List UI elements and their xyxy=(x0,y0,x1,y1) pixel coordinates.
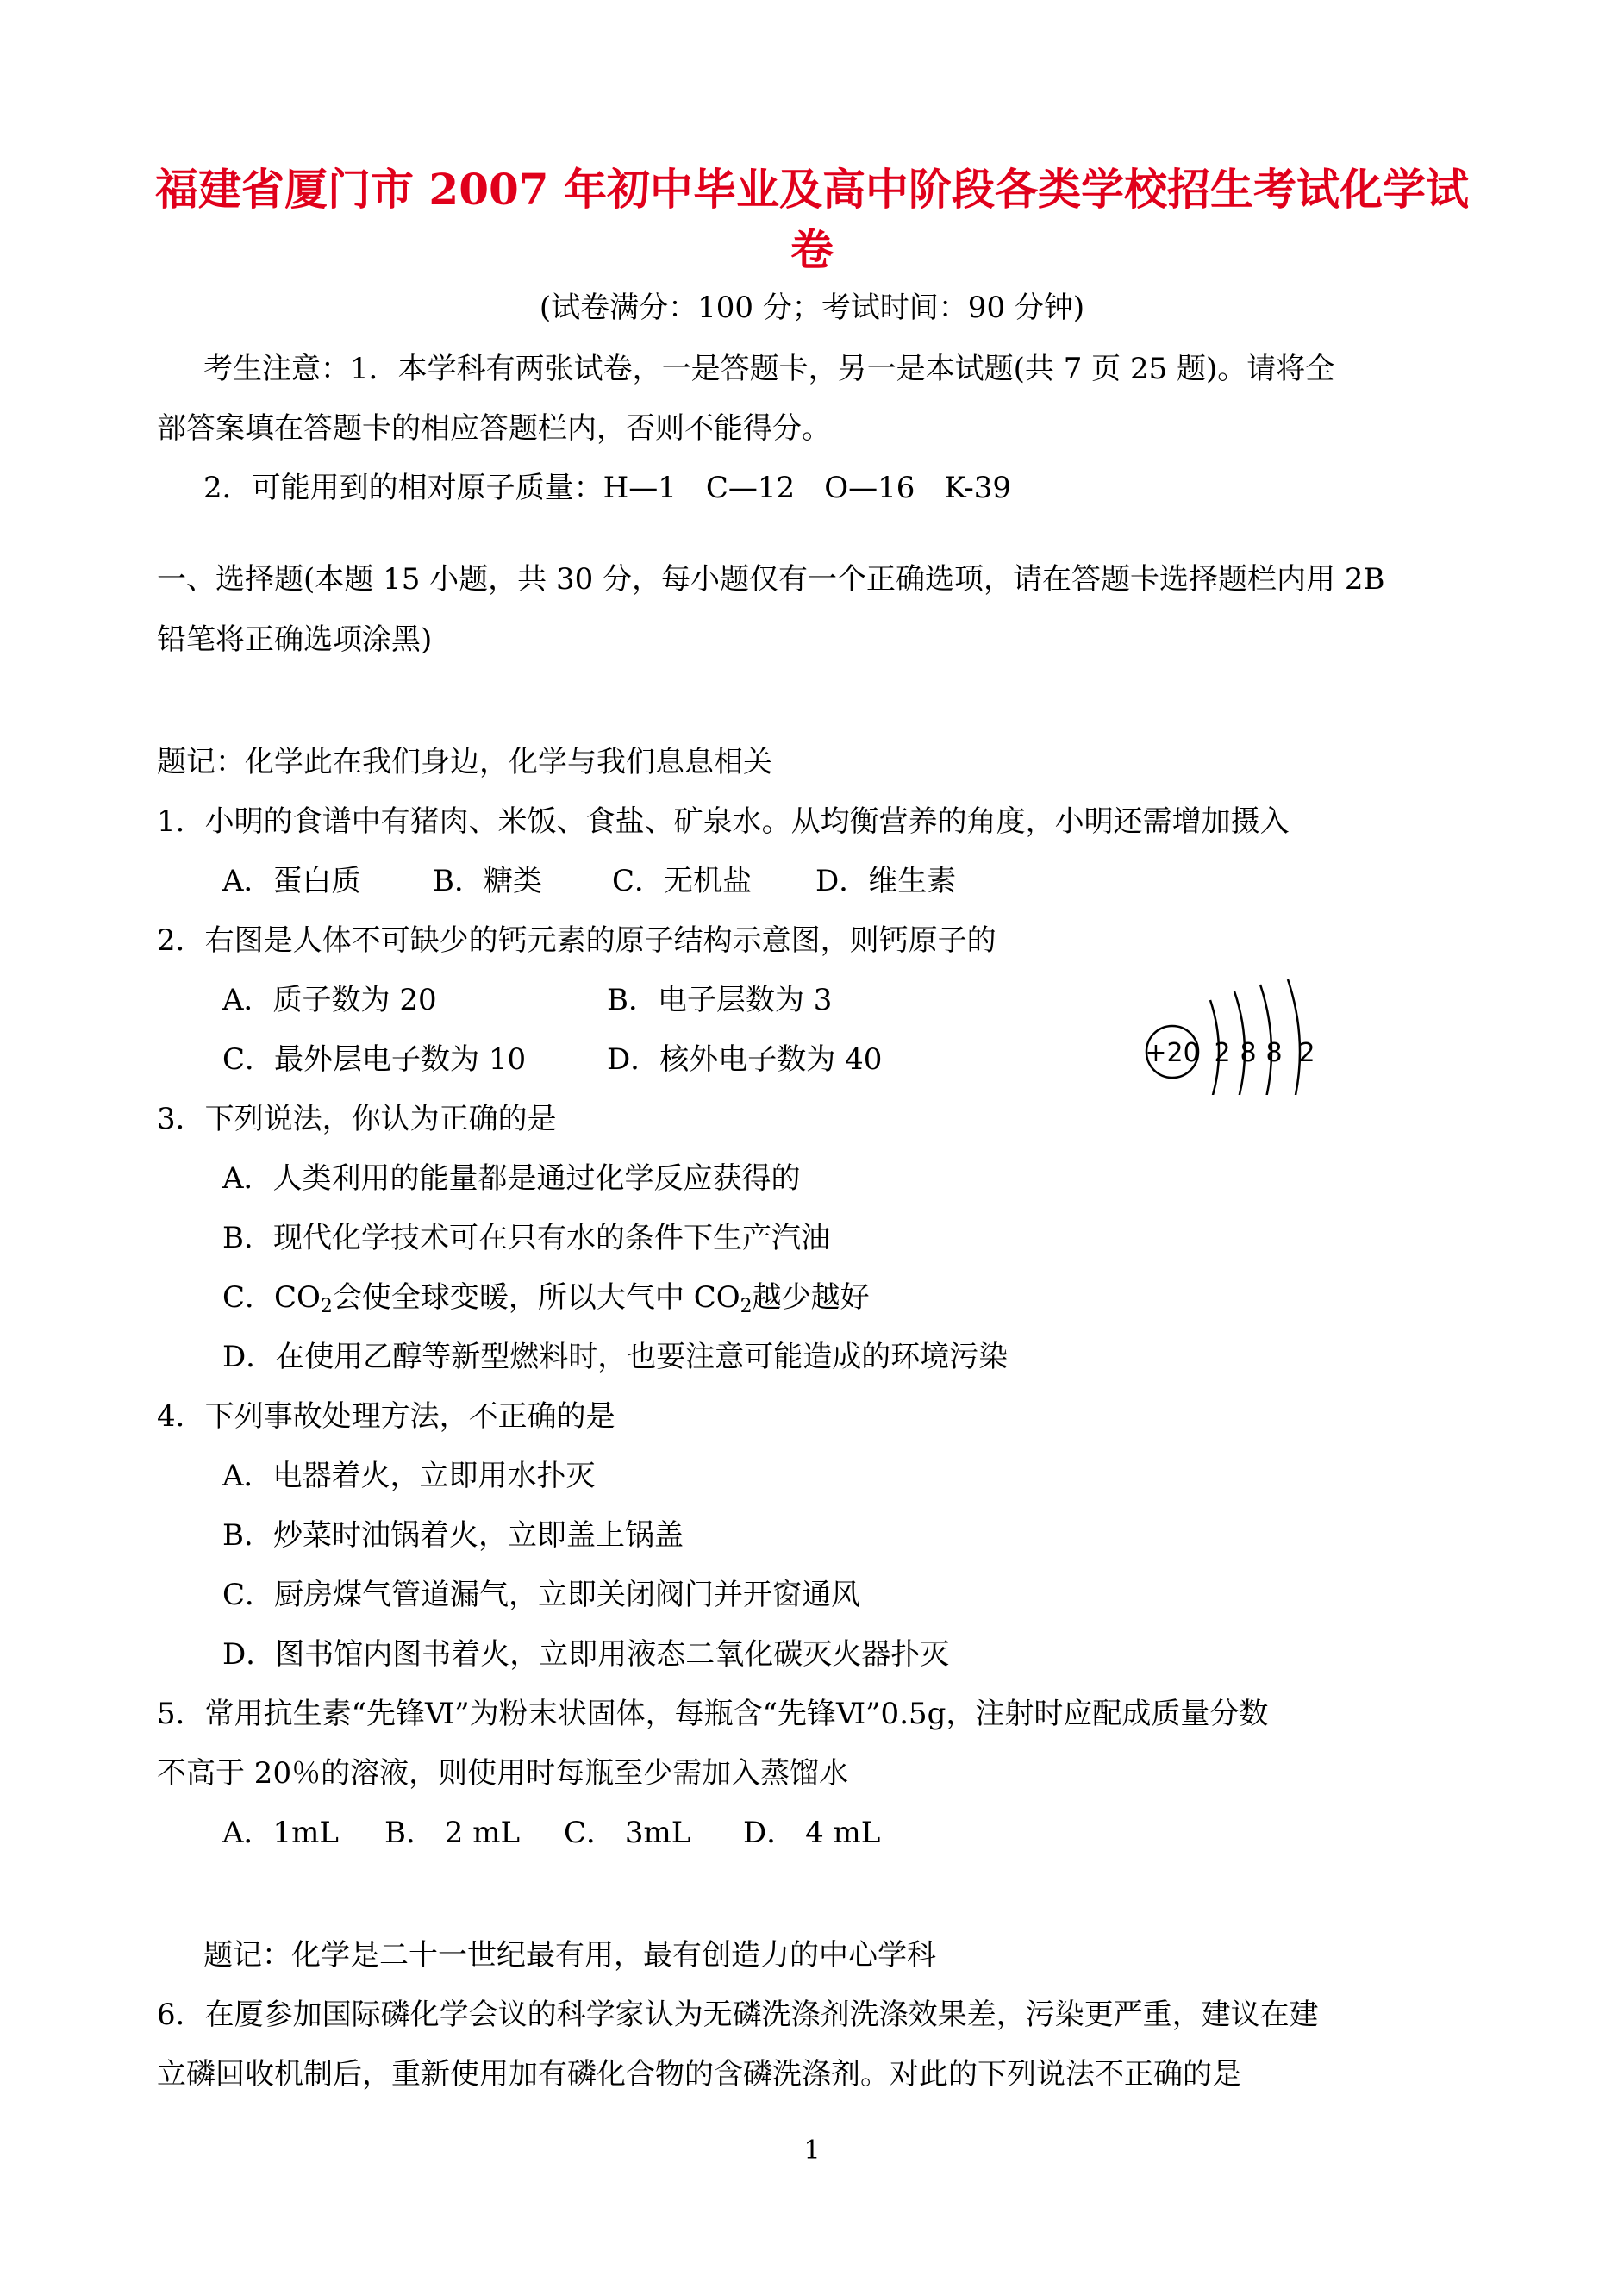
shell-4-electrons: 2 xyxy=(1298,1038,1315,1068)
question-1-options xyxy=(222,864,956,898)
question-2-option-b: B．电子层数为 3 xyxy=(607,983,833,1017)
section-heading-line-2: 铅笔将正确选项涂黑) xyxy=(157,622,433,657)
question-4-option-c: C．厨房煤气管道漏气，立即关闭阀门并开窗通风 xyxy=(222,1578,861,1612)
question-5-option-d: D． 4 mL xyxy=(743,1816,881,1850)
question-5-option-c: C． 3mL xyxy=(564,1816,691,1850)
question-1-option-d: D．维生素 xyxy=(815,864,957,898)
section-heading-line-1: 一、选择题(本题 15 小题，共 30 分，每小题仅有一个正确选项，请在答题卡选择题栏内用 2B xyxy=(157,562,1385,597)
question-2-options-row-1 xyxy=(222,983,832,1017)
question-4-option-a: A．电器着火，立即用水扑灭 xyxy=(222,1459,596,1493)
notice-line-2: 部答案填在答题卡的相应答题栏内，否则不能得分。 xyxy=(157,411,831,446)
title-line-2: 卷 xyxy=(790,224,834,275)
question-1-option-c: C．无机盐 xyxy=(612,864,753,898)
question-5-option-b: B． 2 mL xyxy=(384,1816,521,1850)
question-5-line-1: 5．常用抗生素“先锋Ⅵ”为粉末状固体，每瓶含“先锋Ⅵ”0.5g，注射时应配成质量分数 xyxy=(157,1697,1269,1731)
question-3-option-c xyxy=(222,1280,870,1315)
subscript-2: 2 xyxy=(320,1296,333,1317)
note-2: 题记：化学是二十一世纪最有用，最有创造力的中心学科 xyxy=(203,1938,936,1973)
question-5-options xyxy=(222,1816,880,1850)
question-6-line-1: 6．在厦参加国际磷化学会议的科学家认为无磷洗涤剂洗涤效果差，污染更严重，建议在建 xyxy=(157,1998,1319,2032)
option-c-text-2: 会使全球变暖，所以大气中 CO xyxy=(332,1280,740,1315)
question-4-stem: 4．下列事故处理方法，不正确的是 xyxy=(157,1399,615,1434)
question-2-option-c: C．最外层电子数为 10 xyxy=(222,1042,527,1077)
option-c-text-3: 越少越好 xyxy=(752,1280,870,1315)
question-6-line-2: 立磷回收机制后，重新使用加有磷化合物的含磷洗涤剂。对此的下列说法不正确的是 xyxy=(157,2057,1241,2092)
question-3-option-b: B．现代化学技术可在只有水的条件下生产汽油 xyxy=(222,1221,830,1255)
question-2-option-a: A．质子数为 20 xyxy=(222,983,437,1017)
option-c-text-1: C．CO xyxy=(222,1280,321,1315)
subscript-2: 2 xyxy=(740,1296,753,1317)
page-number: 1 xyxy=(803,2136,821,2166)
shell-2-electrons: 8 xyxy=(1240,1038,1257,1068)
question-2-stem: 2．右图是人体不可缺少的钙元素的原子结构示意图，则钙原子的 xyxy=(157,923,996,958)
question-3-option-d: D．在使用乙醇等新型燃料时，也要注意可能造成的环境污染 xyxy=(222,1340,1009,1374)
question-3-stem: 3．下列说法，你认为正确的是 xyxy=(157,1102,557,1136)
exam-subtitle: (试卷满分：100 分；考试时间：90 分钟) xyxy=(539,291,1085,325)
question-2-options-row-2 xyxy=(222,1042,882,1077)
question-5-option-a: A．1mL xyxy=(222,1816,340,1850)
question-2-option-d: D．核外电子数为 40 xyxy=(607,1042,883,1077)
shell-1-electrons: 2 xyxy=(1214,1038,1231,1068)
shell-3-electrons: 8 xyxy=(1265,1038,1283,1068)
question-1-option-a: A．蛋白质 xyxy=(222,864,361,898)
question-1-option-b: B．糖类 xyxy=(433,864,542,898)
notice-line-1: 考生注意：1．本学科有两张试卷，一是答题卡，另一是本试题(共 7 页 25 题)。请将全 xyxy=(203,352,1335,386)
question-4-option-d: D．图书馆内图书着火，立即用液态二氧化碳灭火器扑灭 xyxy=(222,1637,950,1672)
nucleus-charge: +20 xyxy=(1145,1038,1200,1068)
question-1-stem: 1．小明的食谱中有猪肉、米饭、食盐、矿泉水。从均衡营养的角度，小明还需增加摄入 xyxy=(157,804,1290,839)
electron-shell-arc-4 xyxy=(1288,979,1300,1095)
note-1: 题记：化学此在我们身边，化学与我们息息相关 xyxy=(157,745,772,779)
title-line-1: 福建省厦门市 2007 年初中毕业及高中阶段各类学校招生考试化学试 xyxy=(155,164,1469,215)
question-4-option-b: B．炒菜时油锅着火，立即盖上锅盖 xyxy=(222,1518,684,1553)
calcium-atom-structure-diagram xyxy=(1138,966,1345,1095)
page-title xyxy=(129,159,1495,280)
question-3-option-a: A．人类利用的能量都是通过化学反应获得的 xyxy=(222,1161,801,1196)
question-5-line-2: 不高于 20％的溶液，则使用时每瓶至少需加入蒸馏水 xyxy=(157,1756,849,1791)
notice-line-3: 2．可能用到的相对原子质量：H—1 C—12 O—16 K-39 xyxy=(203,471,1012,505)
